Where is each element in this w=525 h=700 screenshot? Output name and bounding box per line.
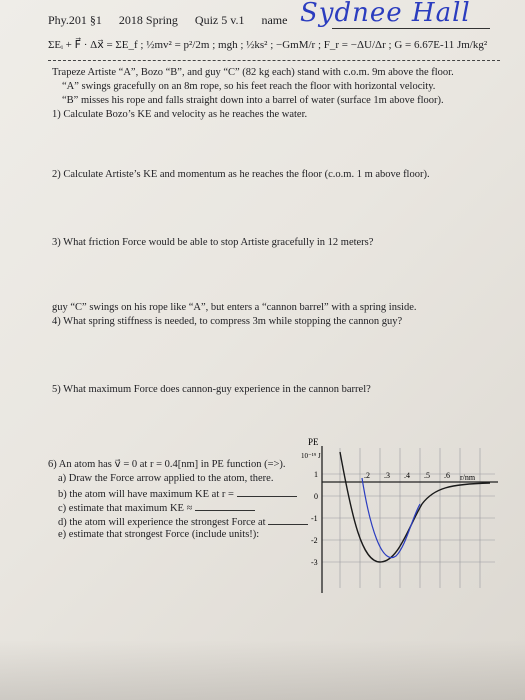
y-axis-label: PE <box>308 438 319 447</box>
question-2: 2) Calculate Artiste’s KE and momentum as he reaches the floor (c.o.m. 1 m above floor). <box>52 169 430 180</box>
x-tick-03: .3 <box>384 471 390 480</box>
question-4: 4) What spring stiffness is needed, to compress 3m while stopping the cannon guy? <box>52 316 403 327</box>
intro-line-2: “A” swings gracefully on an 8m rope, so his feet reach the floor with horizontal velocity. <box>62 81 436 92</box>
x-tick-04: .4 <box>404 471 410 480</box>
pe-graph <box>300 438 505 603</box>
x-tick-05: .5 <box>424 471 430 480</box>
formula-line: ΣEᵢ + F⃗ · Δx⃗ = ΣE_f ; ½mv² = p²/2m ; mgh ; ½ks² ; −GmM/r ; F_r = −ΔU/Δr ; G = 6.67E-11 Jm/kg² <box>48 39 488 51</box>
intro-line-3: “B” misses his rope and falls straight down into a barrel of water (surface 1m above floor). <box>62 95 444 106</box>
quiz-header <box>48 14 301 26</box>
intro-line-1: Trapeze Artiste “A”, Bozo “B”, and guy “C” (82 kg each) stand with c.o.m. 9m above the floor. <box>52 67 454 78</box>
y-tick-neg1: -1 <box>311 514 318 523</box>
y-tick-neg3: -3 <box>311 558 318 567</box>
x-axis-unit: r/nm <box>460 473 476 482</box>
question-6e: e) estimate that strongest Force (include units!): <box>58 529 260 540</box>
y-tick-1: 1 <box>314 470 318 479</box>
name-line <box>332 28 490 29</box>
question-6c: c) estimate that maximum KE ≈ <box>58 502 255 515</box>
y-tick-0: 0 <box>314 492 318 501</box>
handwritten-signature: Sydnee Hall <box>300 0 471 28</box>
pe-curve <box>340 452 490 562</box>
y-tick-neg2: -2 <box>311 536 318 545</box>
x-tick-02: .2 <box>364 471 370 480</box>
question-4-intro: guy “C” swings on his rope like “A”, but enters a “cannon barrel” with a spring inside. <box>52 302 417 313</box>
name-label: name <box>261 13 288 27</box>
question-5: 5) What maximum Force does cannon-guy experience in the cannon barrel? <box>52 384 371 395</box>
question-6b: b) the atom will have maximum KE at r = <box>58 488 297 501</box>
question-6a: a) Draw the Force arrow applied to the atom, there. <box>58 473 274 484</box>
quiz-version: Quiz 5 v.1 <box>194 13 245 27</box>
y-axis-unit: 10⁻¹⁹ J <box>301 452 321 460</box>
question-1: 1) Calculate Bozo’s KE and velocity as he reaches the water. <box>52 109 308 120</box>
paper-shadow <box>0 640 525 700</box>
x-tick-06: .6 <box>444 471 450 480</box>
question-3: 3) What friction Force would be able to stop Artiste gracefully in 12 meters? <box>52 237 374 248</box>
question-6: 6) An atom has v⃗ = 0 at r = 0.4[nm] in PE function (=>). <box>48 459 286 470</box>
dashed-divider <box>48 60 500 61</box>
term: 2018 Spring <box>118 13 178 27</box>
course-code: Phy.201 §1 <box>48 13 102 27</box>
question-6d: d) the atom will experience the strongest Force at <box>58 516 308 529</box>
